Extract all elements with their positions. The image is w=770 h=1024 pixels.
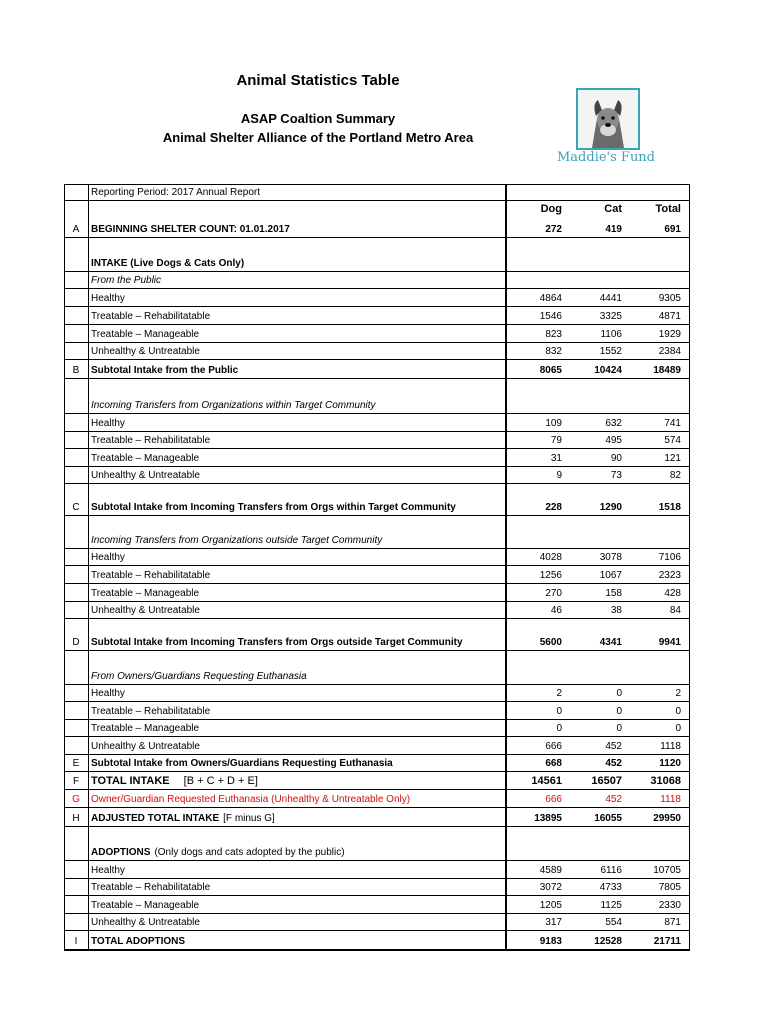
row-in-unhealthy xyxy=(64,466,690,484)
row-label: Healthy xyxy=(91,865,125,876)
dog-value: 228 xyxy=(545,502,562,513)
dog-value: 1256 xyxy=(539,570,562,581)
cat-value: 419 xyxy=(605,224,622,235)
cat-value: 16055 xyxy=(594,813,622,824)
dog-value: 317 xyxy=(545,917,562,928)
cat-value: 10424 xyxy=(594,365,622,376)
row-in-heading xyxy=(64,396,690,414)
total-value: 7106 xyxy=(658,552,681,563)
cat-value: 495 xyxy=(605,435,622,446)
row-letter: I xyxy=(74,936,78,947)
total-value: 7805 xyxy=(658,882,681,893)
row-total-adoptions xyxy=(64,931,690,950)
cat-value: 1290 xyxy=(599,502,622,513)
row-label-suffix: [F minus G] xyxy=(223,813,275,824)
row-label: Subtotal Intake from Owners/Guardians Requesting Euthanasia xyxy=(91,758,393,769)
row-owner-euth xyxy=(64,790,690,808)
row-label: Treatable – Rehabilitatable xyxy=(91,706,211,717)
dog-value: 270 xyxy=(545,588,562,599)
row-beginning-count xyxy=(64,218,690,238)
reporting-period-row xyxy=(64,184,690,201)
total-value: 0 xyxy=(675,723,681,734)
cat-value: 90 xyxy=(610,453,622,464)
total-value: 2 xyxy=(675,688,681,699)
dog-value: 0 xyxy=(556,723,562,734)
cat-value: 6116 xyxy=(600,865,622,876)
dog-value: 3072 xyxy=(539,882,562,893)
dog-value: 668 xyxy=(545,758,562,769)
cat-value: 0 xyxy=(616,723,622,734)
row-adopt-unhealthy xyxy=(64,914,690,931)
row-public-unhealthy xyxy=(64,342,690,360)
dog-value: 109 xyxy=(545,418,562,429)
row-label: INTAKE (Live Dogs & Cats Only) xyxy=(91,258,245,269)
total-value: 29950 xyxy=(653,813,681,824)
row-label: TOTAL ADOPTIONS xyxy=(91,936,186,947)
row-label: TOTAL INTAKE xyxy=(91,775,170,787)
row-euth-manage xyxy=(64,719,690,737)
row-label: Unhealthy & Untreatable xyxy=(91,470,200,481)
cat-value: 4733 xyxy=(599,882,622,893)
row-adopt-healthy xyxy=(64,861,690,879)
dog-value: 4864 xyxy=(539,293,562,304)
subtitle-alliance: Animal Shelter Alliance of the Portland Metro Area xyxy=(162,130,474,145)
row-letter: D xyxy=(72,637,80,648)
row-euth-healthy xyxy=(64,684,690,702)
row-out-heading xyxy=(64,531,690,549)
total-value: 1118 xyxy=(660,741,681,752)
row-label: Healthy xyxy=(91,293,125,304)
dog-value: 31 xyxy=(550,453,562,464)
row-euth-heading xyxy=(64,667,690,685)
cat-value: 1067 xyxy=(599,570,622,581)
cat-value: 1125 xyxy=(600,900,622,911)
total-value: 2384 xyxy=(658,346,681,357)
dog-value: 4589 xyxy=(539,865,562,876)
row-letter: E xyxy=(72,758,80,769)
row-label: Healthy xyxy=(91,418,125,429)
dog-value: 666 xyxy=(545,741,562,752)
total-value: 82 xyxy=(669,470,681,481)
row-label: Unhealthy & Untreatable xyxy=(91,741,200,752)
dog-value: 5600 xyxy=(539,637,562,648)
total-value: 2330 xyxy=(658,900,681,911)
dog-value: 46 xyxy=(550,605,562,616)
row-subtotal-public xyxy=(64,360,690,379)
total-value: 9305 xyxy=(658,293,681,304)
subtitle-coalition: ASAP Coaltion Summary xyxy=(240,111,396,126)
row-label: Subtotal Intake from Incoming Transfers from Orgs within Target Community xyxy=(91,502,456,513)
cat-value: 554 xyxy=(605,917,622,928)
dog-value: 4028 xyxy=(539,552,562,563)
cat-value: 632 xyxy=(605,418,622,429)
col-cat-header: Cat xyxy=(604,203,622,215)
dog-value: 832 xyxy=(545,346,562,357)
dog-value: 1205 xyxy=(539,900,562,911)
row-letter: H xyxy=(72,813,80,824)
cat-value: 4341 xyxy=(599,637,622,648)
dog-value: 1546 xyxy=(539,311,562,322)
row-in-manage xyxy=(64,449,690,467)
column-header-row xyxy=(64,201,690,218)
row-out-unhealthy xyxy=(64,601,690,619)
cat-value: 73 xyxy=(610,470,622,481)
total-value: 9941 xyxy=(658,637,681,648)
total-value: 2323 xyxy=(658,570,681,581)
row-label: Unhealthy & Untreatable xyxy=(91,917,200,928)
reporting-period: Reporting Period: 2017 Annual Report xyxy=(91,187,261,198)
total-value: 1929 xyxy=(658,329,681,340)
total-value: 741 xyxy=(664,418,681,429)
row-letter: A xyxy=(72,224,80,235)
row-letter: C xyxy=(72,502,80,513)
total-value: 0 xyxy=(675,706,681,717)
row-adoptions-heading xyxy=(64,843,690,861)
row-label: Incoming Transfers from Organizations within Target Community xyxy=(91,400,376,411)
row-label: From the Public xyxy=(91,275,162,286)
row-label: Treatable – Rehabilitatable xyxy=(91,570,211,581)
row-public-rehab xyxy=(64,307,690,325)
dog-value: 272 xyxy=(545,224,562,235)
total-value: 21711 xyxy=(653,936,681,947)
row-adopt-manage xyxy=(64,896,690,914)
dog-value: 9 xyxy=(556,470,562,481)
cat-value: 452 xyxy=(605,794,622,805)
row-label-suffix: [B + C + D + E] xyxy=(183,775,258,787)
col-dog-header: Dog xyxy=(540,203,562,215)
dog-value: 13895 xyxy=(534,813,562,824)
row-adopt-rehab xyxy=(64,878,690,896)
row-label: From Owners/Guardians Requesting Euthanasia xyxy=(91,671,307,682)
row-letter: G xyxy=(72,794,80,805)
row-out-healthy xyxy=(64,548,690,566)
total-value: 10705 xyxy=(653,865,681,876)
total-value: 1118 xyxy=(660,794,681,805)
total-value: 1518 xyxy=(658,502,681,513)
row-label: Treatable – Manageable xyxy=(91,588,200,599)
row-intake-heading xyxy=(64,254,690,272)
row-label: Treatable – Manageable xyxy=(91,329,200,340)
cat-value: 16507 xyxy=(591,775,622,787)
logo-text: Maddie's Fund xyxy=(556,150,656,165)
row-label: Treatable – Rehabilitatable xyxy=(91,435,211,446)
cat-value: 1552 xyxy=(599,346,622,357)
total-value: 574 xyxy=(664,435,681,446)
total-value: 691 xyxy=(664,224,681,235)
cat-value: 1106 xyxy=(600,329,622,340)
dog-value: 666 xyxy=(545,794,562,805)
total-value: 871 xyxy=(664,917,681,928)
row-total-intake xyxy=(64,772,690,790)
row-in-rehab xyxy=(64,431,690,449)
row-label: Unhealthy & Untreatable xyxy=(91,605,200,616)
row-label: Healthy xyxy=(91,552,125,563)
total-value: 428 xyxy=(664,588,681,599)
row-out-manage xyxy=(64,584,690,602)
row-out-rehab xyxy=(64,566,690,584)
row-label: ADJUSTED TOTAL INTAKE xyxy=(91,813,220,824)
dog-value: 2 xyxy=(556,688,562,699)
dog-value: 79 xyxy=(550,435,562,446)
row-adjusted-intake xyxy=(64,807,690,827)
row-label: Unhealthy & Untreatable xyxy=(91,346,200,357)
dog-value: 9183 xyxy=(539,936,562,947)
cat-value: 158 xyxy=(605,588,622,599)
row-label: Treatable – Rehabilitatable xyxy=(91,311,211,322)
cat-value: 0 xyxy=(616,688,622,699)
row-label: Treatable – Rehabilitatable xyxy=(91,882,211,893)
total-value: 18489 xyxy=(653,365,681,376)
row-label: ADOPTIONS xyxy=(91,847,151,858)
row-label: Subtotal Intake from the Public xyxy=(91,365,239,376)
row-subtotal-in xyxy=(64,493,690,516)
dog-photo-icon xyxy=(576,88,640,150)
row-label: BEGINNING SHELTER COUNT: 01.01.2017 xyxy=(91,224,290,235)
row-subtotal-out xyxy=(64,627,690,651)
row-letter: B xyxy=(72,365,80,376)
total-value: 84 xyxy=(669,605,681,616)
cat-value: 12528 xyxy=(594,936,622,947)
dog-value: 8065 xyxy=(539,365,562,376)
col-total-header: Total xyxy=(655,203,681,215)
total-value: 1120 xyxy=(659,758,681,769)
cat-value: 452 xyxy=(605,741,622,752)
row-euth-unhealthy xyxy=(64,737,690,755)
row-public-healthy xyxy=(64,289,690,307)
cat-value: 38 xyxy=(610,605,622,616)
cat-value: 3078 xyxy=(599,552,622,563)
dog-value: 0 xyxy=(556,706,562,717)
row-label: Owner/Guardian Requested Euthanasia (Unhealthy & Untreatable Only) xyxy=(91,794,411,805)
cat-value: 3325 xyxy=(599,311,622,322)
total-value: 4871 xyxy=(658,311,681,322)
row-label-suffix: (Only dogs and cats adopted by the public) xyxy=(154,847,345,858)
page-title: Animal Statistics Table xyxy=(236,72,400,89)
row-letter: F xyxy=(72,776,80,787)
row-label: Treatable – Manageable xyxy=(91,723,200,734)
total-value: 121 xyxy=(664,453,681,464)
dog-value: 823 xyxy=(545,329,562,340)
dog-value: 14561 xyxy=(531,775,562,787)
row-label: Healthy xyxy=(91,688,125,699)
row-label: Treatable – Manageable xyxy=(91,453,200,464)
total-value: 31068 xyxy=(650,775,681,787)
row-public-manage xyxy=(64,325,690,343)
row-in-healthy xyxy=(64,414,690,432)
cat-value: 452 xyxy=(605,758,622,769)
row-label: Treatable – Manageable xyxy=(91,900,200,911)
row-public-heading xyxy=(64,272,690,289)
row-subtotal-euth xyxy=(64,755,690,772)
row-label: Incoming Transfers from Organizations outside Target Community xyxy=(91,535,383,546)
row-label: Subtotal Intake from Incoming Transfers from Orgs outside Target Community xyxy=(91,637,463,648)
cat-value: 4441 xyxy=(599,293,622,304)
cat-value: 0 xyxy=(616,706,622,717)
row-euth-rehab xyxy=(64,702,690,720)
